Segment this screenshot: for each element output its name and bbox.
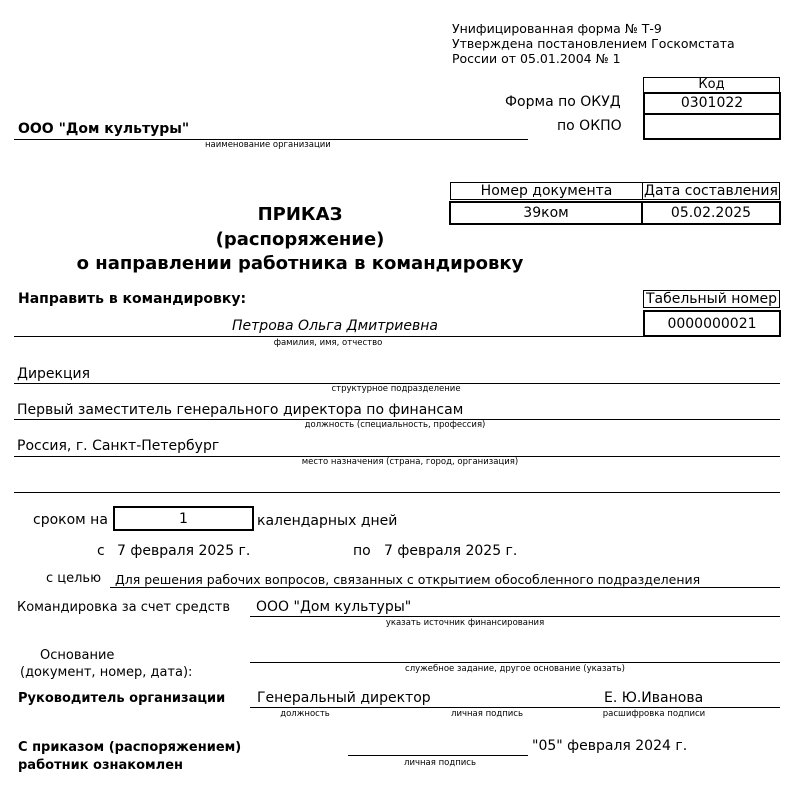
head-position-caption: должность (280, 709, 330, 719)
tab-number-value[interactable]: 0000000021 (643, 310, 781, 337)
name-underline (14, 336, 644, 337)
destination-extra-line (14, 492, 780, 493)
order-title: ПРИКАЗ (257, 204, 343, 225)
funding-label: Командировка за счет средств (17, 600, 231, 615)
form-title-line: Унифицированная форма № Т-9 (452, 21, 662, 36)
to-date[interactable]: 7 февраля 2025 г. (384, 543, 518, 559)
doc-number-value[interactable]: 39ком (449, 201, 643, 225)
basis-caption: служебное задание, другое основание (указать) (405, 664, 625, 674)
head-position[interactable]: Генеральный директор (257, 690, 431, 706)
head-label: Руководитель организации (18, 691, 226, 706)
ack-signature-line[interactable] (348, 755, 528, 756)
kod-header: Код (643, 77, 780, 93)
okpo-label: по ОКПО (557, 118, 622, 134)
tab-number-header: Табельный номер (643, 290, 780, 308)
destination-value[interactable]: Россия, г. Санкт-Петербург (17, 438, 220, 454)
funding-caption: указать источник финансирования (385, 618, 545, 628)
ack-sublabel: работник ознакомлен (18, 758, 184, 773)
basis-label: Основание (40, 648, 115, 663)
destination-caption: место назначения (страна, город, организация) (301, 457, 519, 467)
organization-caption: наименование организации (205, 140, 331, 150)
head-name[interactable]: Е. Ю.Иванова (604, 690, 704, 706)
codes-box (643, 92, 781, 140)
position-value[interactable]: Первый заместитель генерального директора по финансам (17, 402, 464, 418)
department-caption: структурное подразделение (331, 384, 461, 394)
basis-underline (250, 662, 780, 663)
term-days-value[interactable]: 1 (113, 506, 254, 531)
head-underline (250, 707, 780, 708)
department-value[interactable]: Дирекция (17, 366, 91, 382)
doc-number-header: Номер документа (450, 182, 643, 200)
ack-signature-caption: личная подпись (404, 758, 476, 768)
ack-label: С приказом (распоряжением) (18, 740, 242, 755)
organization-name[interactable]: ООО "Дом культуры" (18, 121, 190, 137)
from-label: с (97, 543, 105, 559)
order-subtitle: (распоряжение) (215, 229, 385, 250)
direct-label: Направить в командировку: (18, 291, 247, 307)
purpose-underline (110, 587, 780, 588)
position-caption: должность (специальность, профессия) (304, 420, 486, 430)
basis-sublabel: (документ, номер, дата): (20, 665, 193, 680)
head-signature-caption: личная подпись (451, 709, 523, 719)
order-purpose-title: о направлении работника в командировку (76, 253, 524, 274)
doc-date-value[interactable]: 05.02.2025 (641, 201, 781, 225)
ack-date[interactable]: "05" февраля 2024 г. (532, 738, 688, 754)
term-label: сроком на (33, 512, 108, 528)
funding-value[interactable]: ООО "Дом культуры" (256, 599, 412, 615)
name-caption: фамилия, имя, отчество (273, 338, 383, 348)
purpose-label: с целью (46, 571, 102, 586)
purpose-value[interactable]: Для решения рабочих вопросов, связанных с открытием обособленного подразделения (115, 572, 701, 587)
approval-line: Утверждена постановлением Госкомстата (452, 36, 735, 51)
head-name-caption: расшифровка подписи (602, 709, 706, 719)
funding-underline (250, 616, 780, 617)
okud-value[interactable]: 0301022 (645, 94, 779, 115)
from-date[interactable]: 7 февраля 2025 г. (117, 543, 251, 559)
okud-label: Форма по ОКУД (505, 94, 621, 110)
approval-date-line: России от 05.01.2004 № 1 (452, 51, 621, 66)
to-label: по (353, 543, 371, 559)
term-days-suffix: календарных дней (257, 513, 398, 529)
doc-date-header: Дата составления (642, 182, 780, 200)
employee-full-name[interactable]: Петрова Ольга Дмитриевна (232, 318, 438, 334)
